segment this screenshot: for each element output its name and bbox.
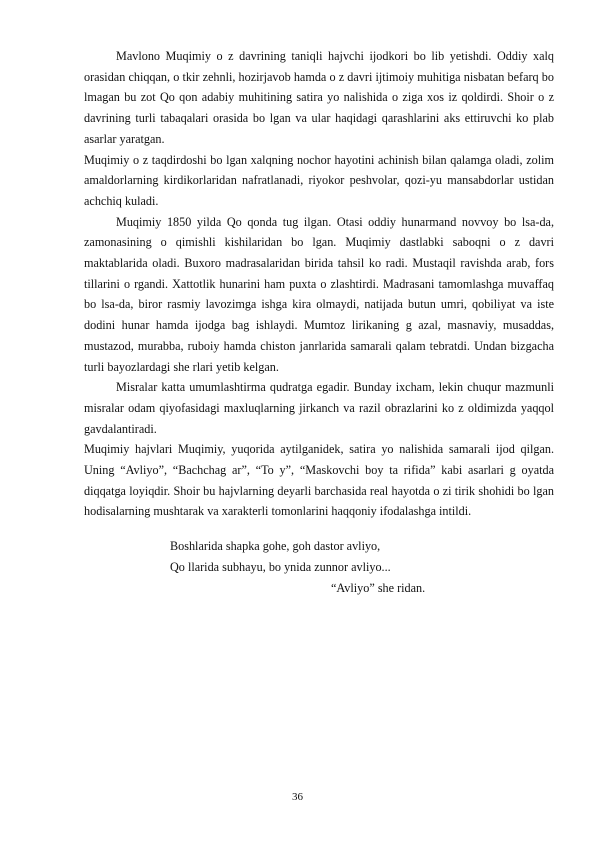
poem-source: “Avliyo” she ridan. <box>331 580 426 595</box>
paragraph-2: Muqimiy o z taqdirdoshi bo lgan xalqning nochor hayotini achinish bilan qalamga oladi, zolim amaldorlarning kirdikorlaridan nafratlanadi, riyokor peshvolar, qozi-yu mansabdorlar ustidan achchiq kuladi. <box>84 152 554 208</box>
paragraph-1: Mavlono Muqimiy o z davrining taniqli hajvchi ijodkori bo lib yetishdi. Oddiy xalq orasidan chiqqan, o tkir zehnli, hozirjavob hamda o z davri ijtimoiy muhitiga nisbatan befarq bo lmagan bu zot Qo qon adabiy muhitining satira yo nalishida o ziga xos iz qoldirdi. Shoir o z davrining turli tabaqalari orasida bo lgan va ular haqidagi qarashlarini aks ettiruvchi ko plab asarlar yaratgan. <box>84 49 554 146</box>
poem-line-1: Boshlarida shapka gohe, goh dastor avliyo, <box>170 539 381 554</box>
paragraph-3: Muqimiy 1850 yilda Qo qonda tug ilgan. Otasi oddiy hunarmand novvoy bo lsa-da, zamonasining o qimishli kishilaridan bo lgan. Muqimiy dastlabki saboqni o z davri maktablarida oladi. Buxoro madrasalaridan birida tahsil ko radi. Mustaqil ravishda arab, fors tillarini o rgandi. Xattotlik hunarini ham puxta o zlashtirdi. Madrasani tamomlashga muvaffaq bo lsa-da, biror rasmiy lavozimga ishga kira olmaydi, natijada butun umri, qobiliyat va iste dodini hunar hamda ijodga bag ishlaydi. Mumtoz lirikaning g azal, masnaviy, musaddas, mustazod, murabba, ruboiy hamda chiston janrlarida samarali qalam tebratdi. Undan bizgacha turli bayozlardagi she rlari yetib kelgan. <box>84 214 554 374</box>
poem-line-2: Qo llarida subhayu, bo ynida zunnor avliyo... <box>170 559 391 574</box>
body-text <box>84 46 554 598</box>
paragraph-4: Misralar katta umumlashtirma qudratga egadir. Bunday ixcham, lekin chuqur mazmunli misralar odam qiyofasidagi maxluqlarning jirkanch va razil obrazlarini ko z oldimizda yaqqol gavdalantiradi. <box>84 380 554 436</box>
paragraph-5: Muqimiy hajvlari Muqimiy, yuqorida aytilganidek, satira yo nalishida samarali ijod qilgan. Uning “Avliyo”, “Bachchag ar”, “To y”, “Maskovchi boy ta rifida” kabi asarlari g oyatda diqqatga loyiqdir. Shoir bu hajvlarning deyarli barchasida real hayotda o zi tirik shohidi bo lgan hodisalarning mushtarak va xarakterli tomonlarini haqqoniy ifodalashga intildi. <box>84 442 554 519</box>
poem-excerpt <box>84 536 554 598</box>
page-number: 36 <box>292 791 303 803</box>
